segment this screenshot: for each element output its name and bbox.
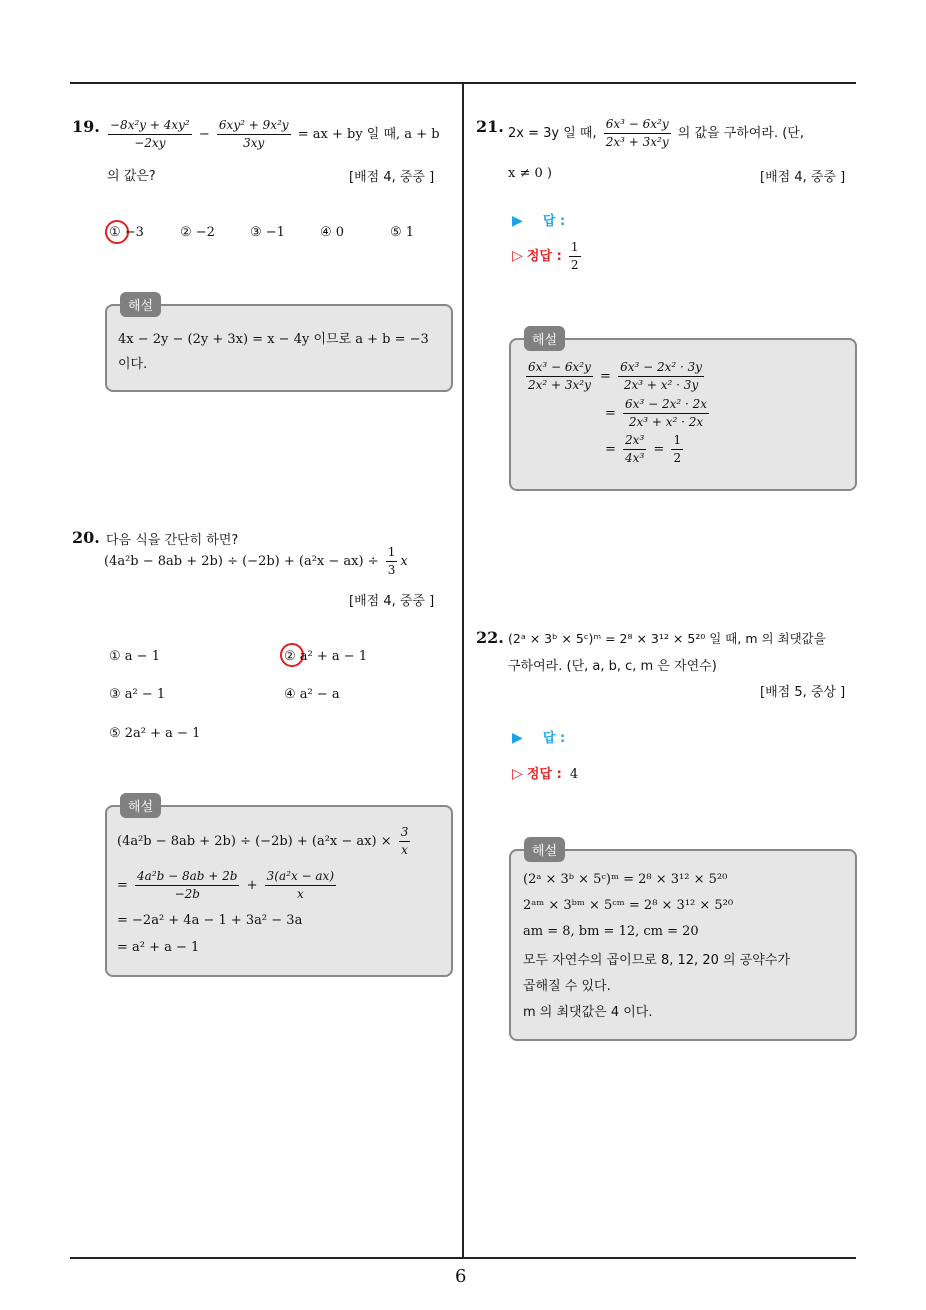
q19-explanation-tag: 해설 <box>120 292 161 317</box>
q20-choice-5[interactable]: ⑤ 2a² + a − 1 <box>109 726 201 741</box>
q21-correct-label: 정답 : <box>526 249 562 264</box>
q22-explanation-line3: am = 8, bm = 12, cm = 20 <box>523 924 699 939</box>
q19-rhs: = ax + by 일 때, a + b <box>297 127 440 142</box>
q19-fraction-2: $\frac{\text{6xy² + 9x²y}}{3xy}$ <box>218 118 289 150</box>
q20-choice-3[interactable]: ③ a² − 1 <box>109 687 166 702</box>
q21-explanation-step1: $\frac{\text{6x³ − 6x²y}}{\text{2x² + 3x²y}}$ = $\frac{\text{6x³ − 2x² · 3y}}{\text{2x³ + x² · 3y}}$ <box>528 360 703 392</box>
answer-arrow-icon: ▶ <box>512 213 523 229</box>
column-divider <box>462 84 464 1258</box>
q21-number: 21. <box>476 117 504 136</box>
q21-answer-label: 답 : <box>542 214 566 229</box>
page-number: 6 <box>455 1266 467 1287</box>
q22-line2: 구하여라. (단, a, b, c, m 은 자연수) <box>508 659 717 674</box>
q20-number: 20. <box>72 528 100 547</box>
q20-explanation-line2: = $\frac{\text{4a²b − 8ab + 2b}}{-2b}$ + $\frac{\text{3(a²x − ax)}}{x}$ <box>117 869 335 901</box>
q20-choice-2[interactable]: ② a² + a − 1 <box>284 649 368 664</box>
q20-explanation-line1: (4a²b − 8ab + 2b) ÷ (−2b) + (a²x − ax) × $\frac{3}{x}$ <box>117 825 409 857</box>
q19-explanation-line2: 이다. <box>118 357 148 372</box>
q19-number: 19. <box>72 117 100 136</box>
q22-answer-row <box>512 727 565 746</box>
q21-line1: 2x = 3y 일 때, $\frac{\text{6x³ − 6x²y}}{\text{2x³ + 3x²y}}$ 의 값을 구하여라. (단, <box>508 117 804 149</box>
q22-correct-value: 4 <box>569 767 579 782</box>
correct-arrow-icon: ▷ <box>512 248 523 264</box>
q22-explanation-line4: 모두 자연수의 곱이므로 8, 12, 20 의 공약수가 <box>523 953 790 968</box>
q20-question: 다음 식을 간단히 하면? <box>106 533 239 548</box>
q19-expression: $\frac{\text{−8x²y + 4xy²}}{-2xy}$ − $\frac{\text{6xy² + 9x²y}}{3xy}$ = ax + by 일 때, a + b <box>110 118 440 150</box>
q22-line1: (2ᵃ × 3ᵇ × 5ᶜ)ᵐ = 2⁸ × 3¹² × 5²⁰ 일 때, m 의 최댓값을 <box>508 631 826 646</box>
q22-explanation-tag: 해설 <box>524 837 565 862</box>
q20-score: [배점 4, 중중 ] <box>349 594 435 609</box>
q22-score: [배점 5, 중상 ] <box>760 685 846 700</box>
q21-explanation-step2: = $\frac{\text{6x³ − 2x² · 2x}}{\text{2x³ + x² · 2x}}$ <box>605 397 708 429</box>
q19-choice-4[interactable]: ④ 0 <box>320 225 345 240</box>
q20-explanation-tag: 해설 <box>120 793 161 818</box>
q19-choice-1[interactable]: ① −3 <box>109 225 144 240</box>
bottom-rule <box>70 1257 856 1259</box>
q21-explanation-tag: 해설 <box>524 326 565 351</box>
q19-explanation-box <box>105 304 453 392</box>
q21-fraction: $\frac{\text{6x³ − 6x²y}}{\text{2x³ + 3x²y}}$ <box>605 117 669 149</box>
q19-fraction-1: $\frac{\text{−8x²y + 4xy²}}{-2xy}$ <box>110 118 190 150</box>
q21-correct-row <box>512 240 584 273</box>
q20-explanation-line3: = −2a² + 4a − 1 + 3a² − 3a <box>117 913 303 928</box>
correct-arrow-icon: ▷ <box>512 766 523 782</box>
q22-answer-label: 답 : <box>542 731 566 746</box>
q22-number: 22. <box>476 628 504 647</box>
q19-choice-5[interactable]: ⑤ 1 <box>390 225 415 240</box>
q19-choice-2[interactable]: ② −2 <box>180 225 215 240</box>
q22-explanation-line1: (2ᵃ × 3ᵇ × 5ᶜ)ᵐ = 2⁸ × 3¹² × 5²⁰ <box>523 872 728 887</box>
q20-expr-fraction: $\frac{1}{3}$ <box>387 545 396 577</box>
q22-explanation-line2: 2ᵃᵐ × 3ᵇᵐ × 5ᶜᵐ = 2⁸ × 3¹² × 5²⁰ <box>523 898 734 913</box>
q21-score: [배점 4, 중중 ] <box>760 170 846 185</box>
q21-correct-value: $\frac{1}{2}$ <box>570 240 579 272</box>
q20-explanation-line4: = a² + a − 1 <box>117 940 200 955</box>
q19-line2: 의 값은? <box>107 169 156 184</box>
q20-choice-1[interactable]: ① a − 1 <box>109 649 160 664</box>
q22-correct-label: 정답 : <box>526 767 562 782</box>
q22-correct-row <box>512 763 578 782</box>
q20-choice-4[interactable]: ④ a² − a <box>284 687 340 702</box>
answer-arrow-icon: ▶ <box>512 730 523 746</box>
q21-explanation-step3: = $\frac{\text{2x³}}{\text{4x³}}$ = $\frac{1}{2}$ <box>605 433 682 465</box>
q19-choice-3[interactable]: ③ −1 <box>250 225 285 240</box>
q19-score: [배점 4, 중중 ] <box>349 170 435 185</box>
q22-explanation-line6: m 의 최댓값은 4 이다. <box>523 1005 653 1020</box>
q19-explanation-line1: 4x − 2y − (2y + 3x) = x − 4y 이므로 a + b = −3 <box>118 332 429 347</box>
q21-answer-row <box>512 210 565 229</box>
q22-explanation-line5: 곱해질 수 있다. <box>523 979 611 994</box>
q20-expression: (4a²b − 8ab + 2b) ÷ (−2b) + (a²x − ax) ÷ $\frac{1}{3}$ x <box>104 545 408 577</box>
q21-line2: x ≠ 0 ) <box>508 166 552 181</box>
